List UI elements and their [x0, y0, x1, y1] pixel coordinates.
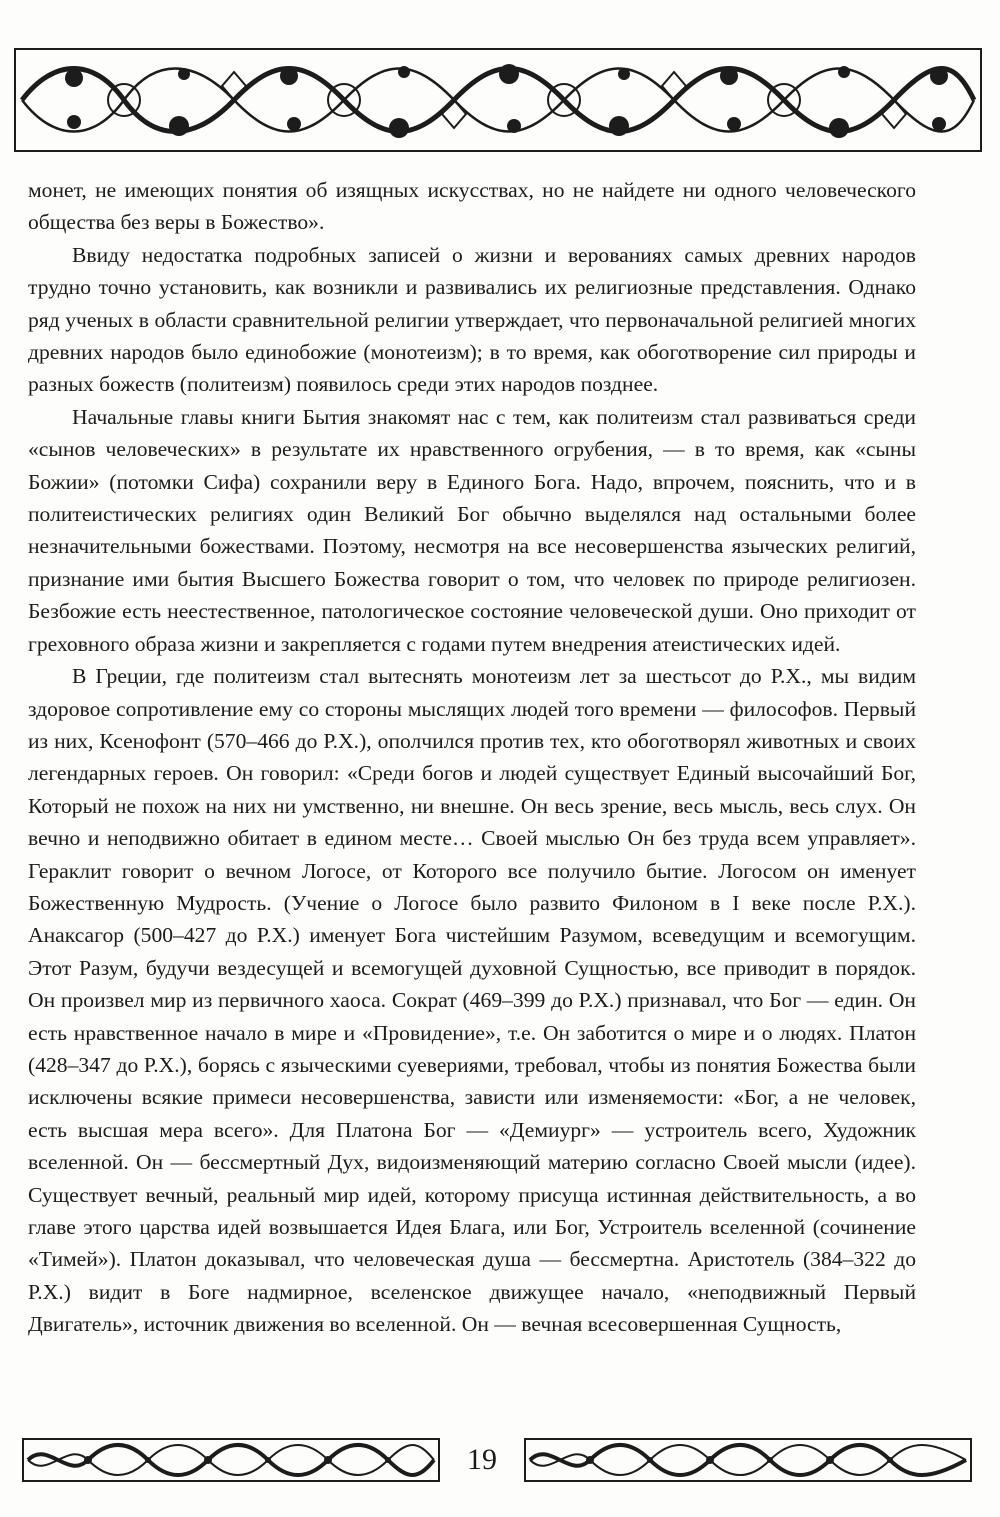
paragraph-2: Ввиду недостатка подробных записей о жизни и верованиях самых древних народов трудно точно установить, как возникли и развивались их религиозные представления. Однако ряд ученых в области сравнительной религии утверждает, что первоначальной религией многих древних народов было единобожие (монотеизм); в то время, как обоготворение сил природы и разных божеств (политеизм) появилось среди этих народов позднее. — [28, 242, 916, 397]
footer-left-ornament-icon — [22, 1438, 440, 1482]
paragraph-4: В Греции, где политеизм стал вытеснять монотеизм лет за шестьсот до Р.Х., мы видим здоровое сопротивление ему со стороны мыслящих людей того времени — философов. Первый из них, Ксенофонт (570–466 до Р.Х.), ополчился против тех, кто обоготворял животных и своих легендарных героев. Он говорил: «Среди богов и людей существует Единый высочайший Бог, Который не похож на них ни умственно, ни внешне. Он весь зрение, весь мысль, весь слух. Он вечно и неподвижно обитает в едином месте… Своей мыслью Он без труда всем управляет». Гераклит говорит о вечном Логосе, от Которого все получило бытие. Логосом он именует Божественную Мудрость. (Учение о Логосе было развито Филоном в I веке после Р.Х.). Анаксагор (500–427 до Р.Х.) именует Бога чистейшим Разумом, всеведущим и всемогущим. Этот Разум, будучи вездесущей и всемогущей духовной Сущностью, все приводит в порядок. Он произвел мир из первичного хаоса. Сократ (469–399 до Р.Х.) признавал, что Бог — един. Он есть нравственное начало в мире и «Провидение», т.е. Он заботится о мире и о людях. Платон (428–347 до Р.Х.), борясь с языческими суевериями, требовал, чтобы из понятия Божества были исключены всякие примеси несовершенства, зависти или изменяемости: «Бог, а не человек, есть высшая мера всего». Для Платона Бог — «Демиург» — устроитель всего, Художник вселенной. Он — бессмертный Дух, видоизменяющий материю согласно Своей мысли (идее). Существует вечный, реальный мир идей, которому присуща истинная действительность, а во главе этого царства идей возвышается Идея Блага, или Бог, Устроитель вселенной (сочинение «Тимей»). Платон доказывал, что человеческая душа — бессмертна. Аристотель (384–322 до Р.Х.) видит в Боге надмирное, вселенское движущее начало, «неподвижный Первый Двигатель», источник движения во вселенной. Он — вечная всесовершенная Сущность, — [28, 664, 916, 1337]
paragraph-1: монет, не имеющих понятия об изящных искусствах, но не найдете ни одного человеческого общества без веры в Божество». — [28, 178, 916, 235]
page-number: 19 — [467, 1443, 497, 1476]
main-text — [28, 174, 916, 1341]
paragraph-3: Начальные главы книги Бытия знакомят нас с тем, как политеизм стал развиваться среди «сынов человеческих» в результате их нравственного огрубения, — в то время, как «сыны Божии» (потомки Сифа) сохранили веру в Единого Бога. Надо, впрочем, пояснить, что и в политеистических религиях один Великий Бог обычно выделялся над остальными более незначительными божествами. Поэтому, несмотря на все несовершенства языческих религий, признание ими бытия Высшего Божества говорит о том, что человек по природе религиозен. Безбожие есть неестественное, патологическое состояние человеческой души. Оно приходит от греховного образа жизни и закрепляется с годами путем внедрения атеистических идей. — [28, 404, 916, 656]
page-footer — [0, 1430, 1000, 1490]
footer-right-ornament-icon — [524, 1438, 972, 1482]
top-floral-ornament-icon — [14, 48, 982, 152]
